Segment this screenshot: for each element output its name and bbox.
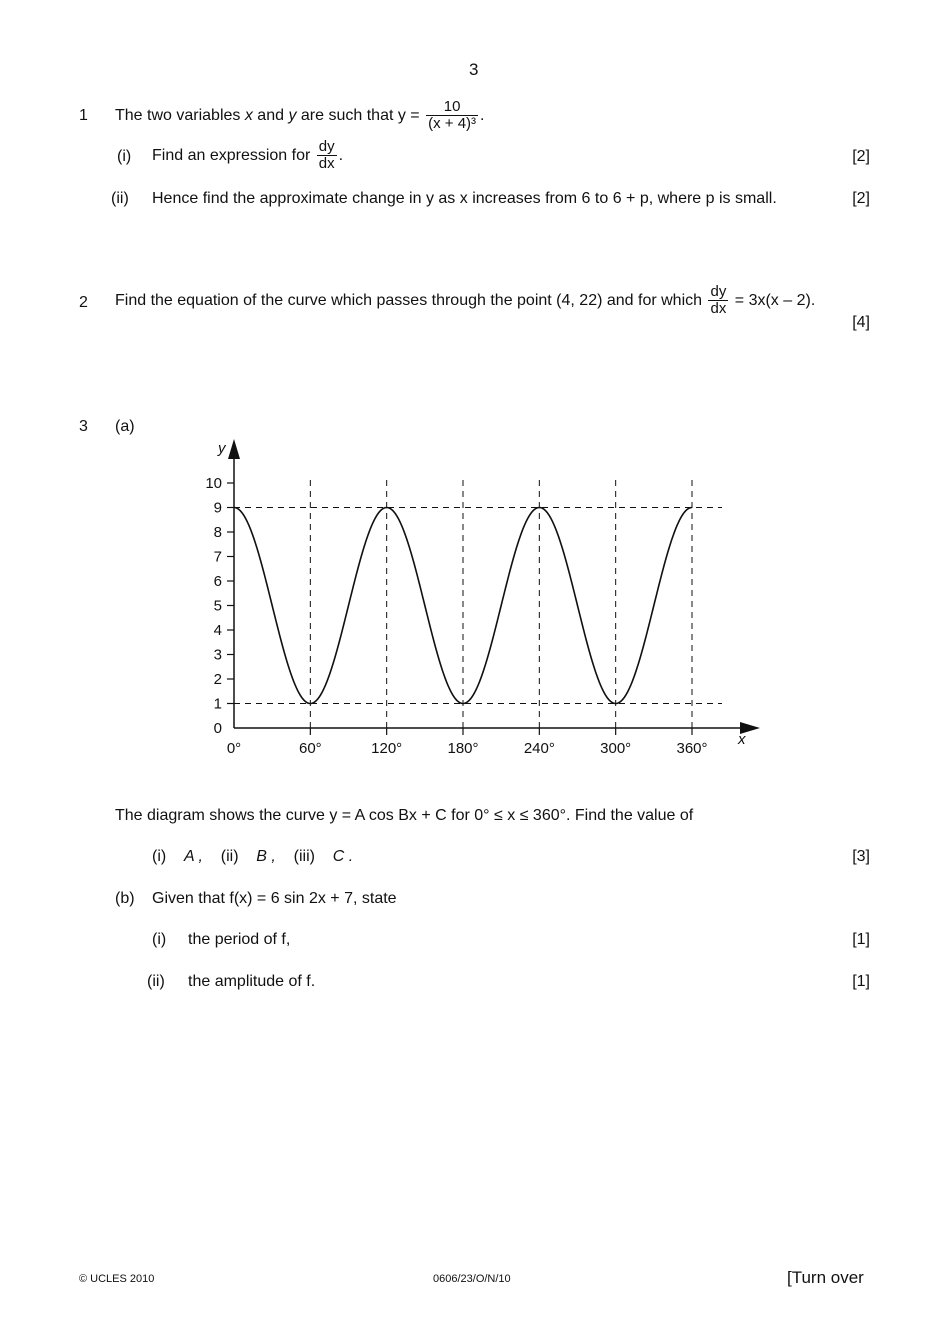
footer-turn-over: [Turn over	[787, 1268, 864, 1287]
y-axis-arrow	[228, 439, 240, 459]
q1-ii-label: (ii)	[111, 190, 129, 207]
q3-b-i-label: (i)	[152, 931, 167, 948]
y-tick-label-1: 1	[213, 695, 222, 713]
y-tick-label-4: 4	[213, 622, 222, 639]
tick-marks	[205, 475, 707, 757]
q1-frac-num: 10	[426, 99, 478, 116]
q3-diagram-text: The diagram shows the curve y = A cos Bx + C for 0° ≤ x ≤ 360°. Find the value of	[115, 807, 694, 824]
q2-dx: dx	[710, 300, 727, 318]
q2-rhs: = 3x(x – 2).	[734, 292, 816, 309]
x-axis-label: x	[738, 731, 746, 748]
q3-number: 3	[79, 418, 88, 435]
q1-stem-a: The two variables	[115, 107, 241, 124]
footer-code: 0606/23/O/N/10	[433, 1273, 511, 1285]
q3-a-mark: [3]	[852, 848, 870, 865]
q3-b-ii-mark: [1]	[852, 973, 870, 990]
q3-b-i-text: the period of f,	[188, 931, 291, 948]
q1-i-end: .	[338, 147, 344, 164]
y-tick-label-5: 5	[213, 597, 222, 615]
x-tick-label-300: 300°	[600, 740, 632, 757]
y-tick-label-2: 2	[213, 671, 222, 688]
y-axis-label: y	[218, 440, 226, 457]
axes	[228, 439, 760, 734]
q3-b-ii-label: (ii)	[147, 973, 165, 990]
q2-mark: [4]	[852, 314, 870, 331]
x-tick-label-60: 60°	[298, 740, 322, 757]
q2-derivative	[708, 284, 728, 317]
q3-a-iii-label: (iii)	[293, 848, 315, 865]
q1-i-dy: dy	[318, 138, 335, 156]
x-tick-label-240: 240°	[523, 740, 555, 757]
q1-i-dx: dx	[318, 155, 335, 173]
q1-var-y: y	[288, 107, 297, 124]
q1-stem-b: are such that	[300, 107, 394, 124]
x-tick-label-0: 0°	[226, 740, 242, 757]
q3-b-label: (b)	[115, 890, 135, 907]
cosine-curve-chart	[180, 435, 780, 765]
q3-b-i-mark: [1]	[852, 931, 870, 948]
y-tick-label-10: 10	[205, 475, 222, 492]
q1-stem	[115, 98, 485, 134]
q3-a-label: (a)	[115, 418, 135, 435]
q1-i-derivative	[317, 139, 337, 172]
q1-number: 1	[79, 107, 88, 124]
guide-lines	[234, 479, 722, 728]
q1-ii-mark: [2]	[852, 190, 870, 207]
q1-and: and	[257, 107, 284, 124]
q1-eq-lhs: y =	[397, 107, 420, 124]
y-tick-label-8: 8	[213, 524, 222, 541]
q1-i-text	[152, 138, 343, 174]
y-tick-label-0: 0	[213, 720, 222, 737]
x-tick-label-120: 120°	[371, 740, 403, 757]
q3-a-part-A: A ,	[184, 848, 203, 865]
y-tick-label-7: 7	[213, 548, 222, 566]
q1-i-mark: [2]	[852, 148, 870, 165]
q1-frac-den: (x + 4)³	[428, 115, 477, 133]
y-tick-label-3: 3	[213, 646, 222, 664]
q3-a-i-label: (i)	[152, 848, 167, 865]
q1-i-prompt: Find an expression for	[152, 147, 311, 164]
q1-fraction	[426, 99, 478, 132]
q3-b-ii-text: the amplitude of f.	[188, 973, 316, 990]
y-tick-label-6: 6	[213, 573, 222, 590]
page-number: 3	[469, 60, 479, 79]
q1-ii-text: Hence find the approximate change in y as x increases from 6 to 6 + p, where p is small.	[152, 190, 777, 207]
q2-prompt: Find the equation of the curve which passes through the point (4, 22) and for which	[115, 292, 703, 309]
q3-b-text: Given that f(x) = 6 sin 2x + 7, state	[152, 890, 397, 907]
q2-text	[115, 283, 815, 319]
q1-stem-end: .	[480, 107, 485, 124]
q3-a-part-B: B ,	[256, 848, 276, 865]
q3-a-part-C: C .	[332, 848, 354, 865]
q1-var-x: x	[244, 107, 253, 124]
q3-a-parts	[152, 848, 353, 866]
footer-copyright: © UCLES 2010	[79, 1273, 155, 1285]
q2-dy: dy	[710, 283, 727, 301]
q2-number: 2	[79, 294, 88, 311]
q3-a-ii-label: (ii)	[220, 848, 239, 865]
x-tick-label-360: 360°	[676, 740, 708, 757]
x-tick-label-180: 180°	[447, 740, 479, 757]
y-tick-label-9: 9	[213, 499, 222, 517]
q1-i-label: (i)	[117, 148, 132, 165]
